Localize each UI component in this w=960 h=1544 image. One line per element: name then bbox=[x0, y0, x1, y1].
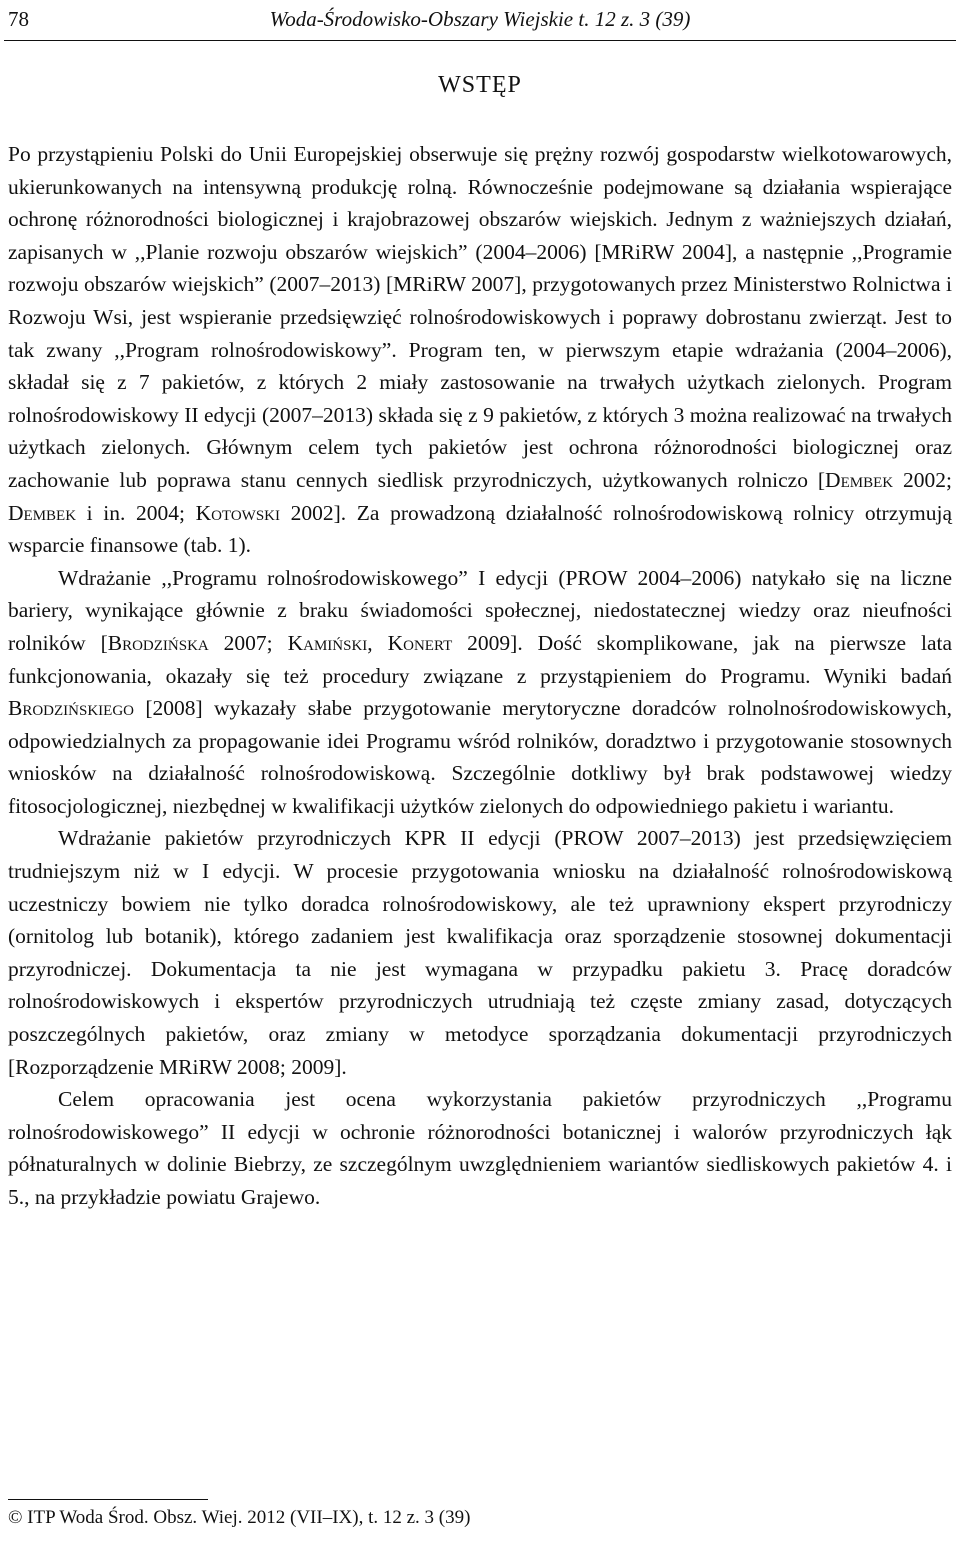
paragraph-4: Celem opracowania jest ocena wykorzystania pakietów przyrodniczych ,,Programu rolnośrodowiskowego” II edycji w ochronie różnorodności botanicznej i walorów przyrodniczych łąk półnaturalnych w dolinie Biebrzy, ze szczególnym uwzględnieniem wariantów siedliskowych pakietów 4. i 5., na przykładzie powiatu Grajewo. bbox=[8, 1087, 952, 1209]
journal-title: Woda-Środowisko-Obszary Wiejskie t. 12 z. 3 (39) bbox=[269, 7, 691, 31]
header-rule bbox=[4, 40, 956, 41]
copyright-footer bbox=[8, 1505, 952, 1531]
citation-author: Brodzińskiego bbox=[8, 696, 134, 721]
footer-rule bbox=[8, 1499, 208, 1500]
paragraph-text: 2009]. Dość skomplikowane, jak na pierwsze lata funkcjonowania, okazały się też procedury związane z przystąpieniem do Programu. Wyniki badań bbox=[8, 630, 952, 688]
paragraph-text: 2002; bbox=[893, 467, 952, 492]
paragraph-text: [2008] wykazały słabe przygotowanie merytoryczne doradców rolnolnośrodowiskowych, odpowiedzialnych za propagowanie idei Programu wśród rolników, doradztwo i przygotowanie stosownych wniosków na działalność rolnośrodowiskową. Szczególnie dotkliwy był brak podstawowej wiedzy fitosocjologicznej, niezbędnej w kwalifikacji użytków zielonych do odpowiedniego pakietu i wariantu. bbox=[8, 696, 952, 818]
section-title: WSTĘP bbox=[438, 72, 522, 98]
citation-author: Dembek bbox=[8, 500, 77, 525]
citation-author: Dembek bbox=[825, 467, 894, 492]
citation-author: Kotowski bbox=[195, 500, 280, 525]
copyright-text: © ITP Woda Środ. Obsz. Wiej. 2012 (VII–IX), t. 12 z. 3 (39) bbox=[8, 1507, 471, 1528]
paragraph-text: Po przystąpieniu Polski do Unii Europejskiej obserwuje się prężny rozwój gospodarstw wielkotowarowych, ukierunkowanych na intensywną produkcję rolną. Równocześnie podejmowane są działania wspierające ochronę różnorodności biologicznej i krajobrazowej obszarów wiejskich. Jednym z ważniejszych działań, zapisanych w ,,Planie rozwoju obszarów wiejskich” (2004–2006) [MRiRW 2004], a następnie ,,Programie rozwoju obszarów wiejskich” (2007–2013) [MRiRW 2007], przygotowanych przez Ministerstwo Rolnictwa i Rozwoju Wsi, jest wspieranie przedsięwzięć rolnośrodowiskowych i poprawy dobrostanu zwierząt. Jest to tak zwany ,,Program rolnośrodowiskowy”. Program ten, w pierwszym etapie wdrażania (2004–2006), składał się z 7 pakietów, z których 2 miały zastosowanie na trwałych użytkach zielonych. Program rolnośrodowiskowy II edycji (2007–2013) składa się z 9 pakietów, z których 3 można realizować na trwałych użytkach zielonych. Głównym celem tych pakietów jest ochrona różnorodności biologicznej oraz zachowanie lub poprawa stanu cennych siedlisk przyrodniczych, użytkowanych rolniczo [ bbox=[8, 142, 952, 492]
citation-author: Brodzińska bbox=[107, 630, 209, 655]
paragraph-text: i in. 2004; bbox=[76, 500, 196, 525]
paragraph-text: 2007; bbox=[208, 630, 288, 655]
page-number: 78 bbox=[8, 7, 29, 31]
citation-author: Konert bbox=[387, 630, 453, 655]
article-body bbox=[8, 138, 952, 1214]
paragraph-text: 2002]. Za prowadzoną działalność rolnośrodowiskową rolnicy otrzymują wsparcie finansowe (tab. 1). bbox=[8, 500, 952, 558]
citation-author: Kamiński bbox=[287, 630, 368, 655]
paragraph-3: Wdrażanie pakietów przyrodniczych KPR II edycji (PROW 2007–2013) jest przedsięwzięciem trudniejszym niż w I edycji. W procesie przygotowania wniosku na działalność rolnośrodowiskową uczestniczy bowiem nie tylko doradca rolnośrodowiskowy, ale też uprawniony ekspert przyrodniczy (ornitolog lub botanik), którego zadaniem jest kwalifikacja oraz sporządzenie stosownej dokumentacji przyrodniczej. Dokumentacja ta nie jest wymagana w przypadku pakietu 3. Pracę doradców rolnośrodowiskowych i ekspertów przyrodniczych utrudniają też częste zmiany zasad, dotyczących poszczególnych pakietów, oraz zmiany w metodyce sporządzania dokumentacji przyrodniczych [Rozporządzenie MRiRW 2008; 2009]. bbox=[8, 826, 952, 1079]
paragraph-text: , bbox=[367, 630, 388, 655]
paragraph-1 bbox=[8, 138, 952, 562]
paragraph-2 bbox=[8, 562, 952, 823]
paragraph-text: Wdrażanie ,,Programu rolnośrodowiskowego” I edycji (PROW 2004–2006) natykało się na liczne bariery, wynikające głównie z braku świadomości społecznej, niedostatecznej wiedzy oraz nieufności rolników [ bbox=[8, 565, 952, 655]
running-header bbox=[8, 4, 952, 40]
